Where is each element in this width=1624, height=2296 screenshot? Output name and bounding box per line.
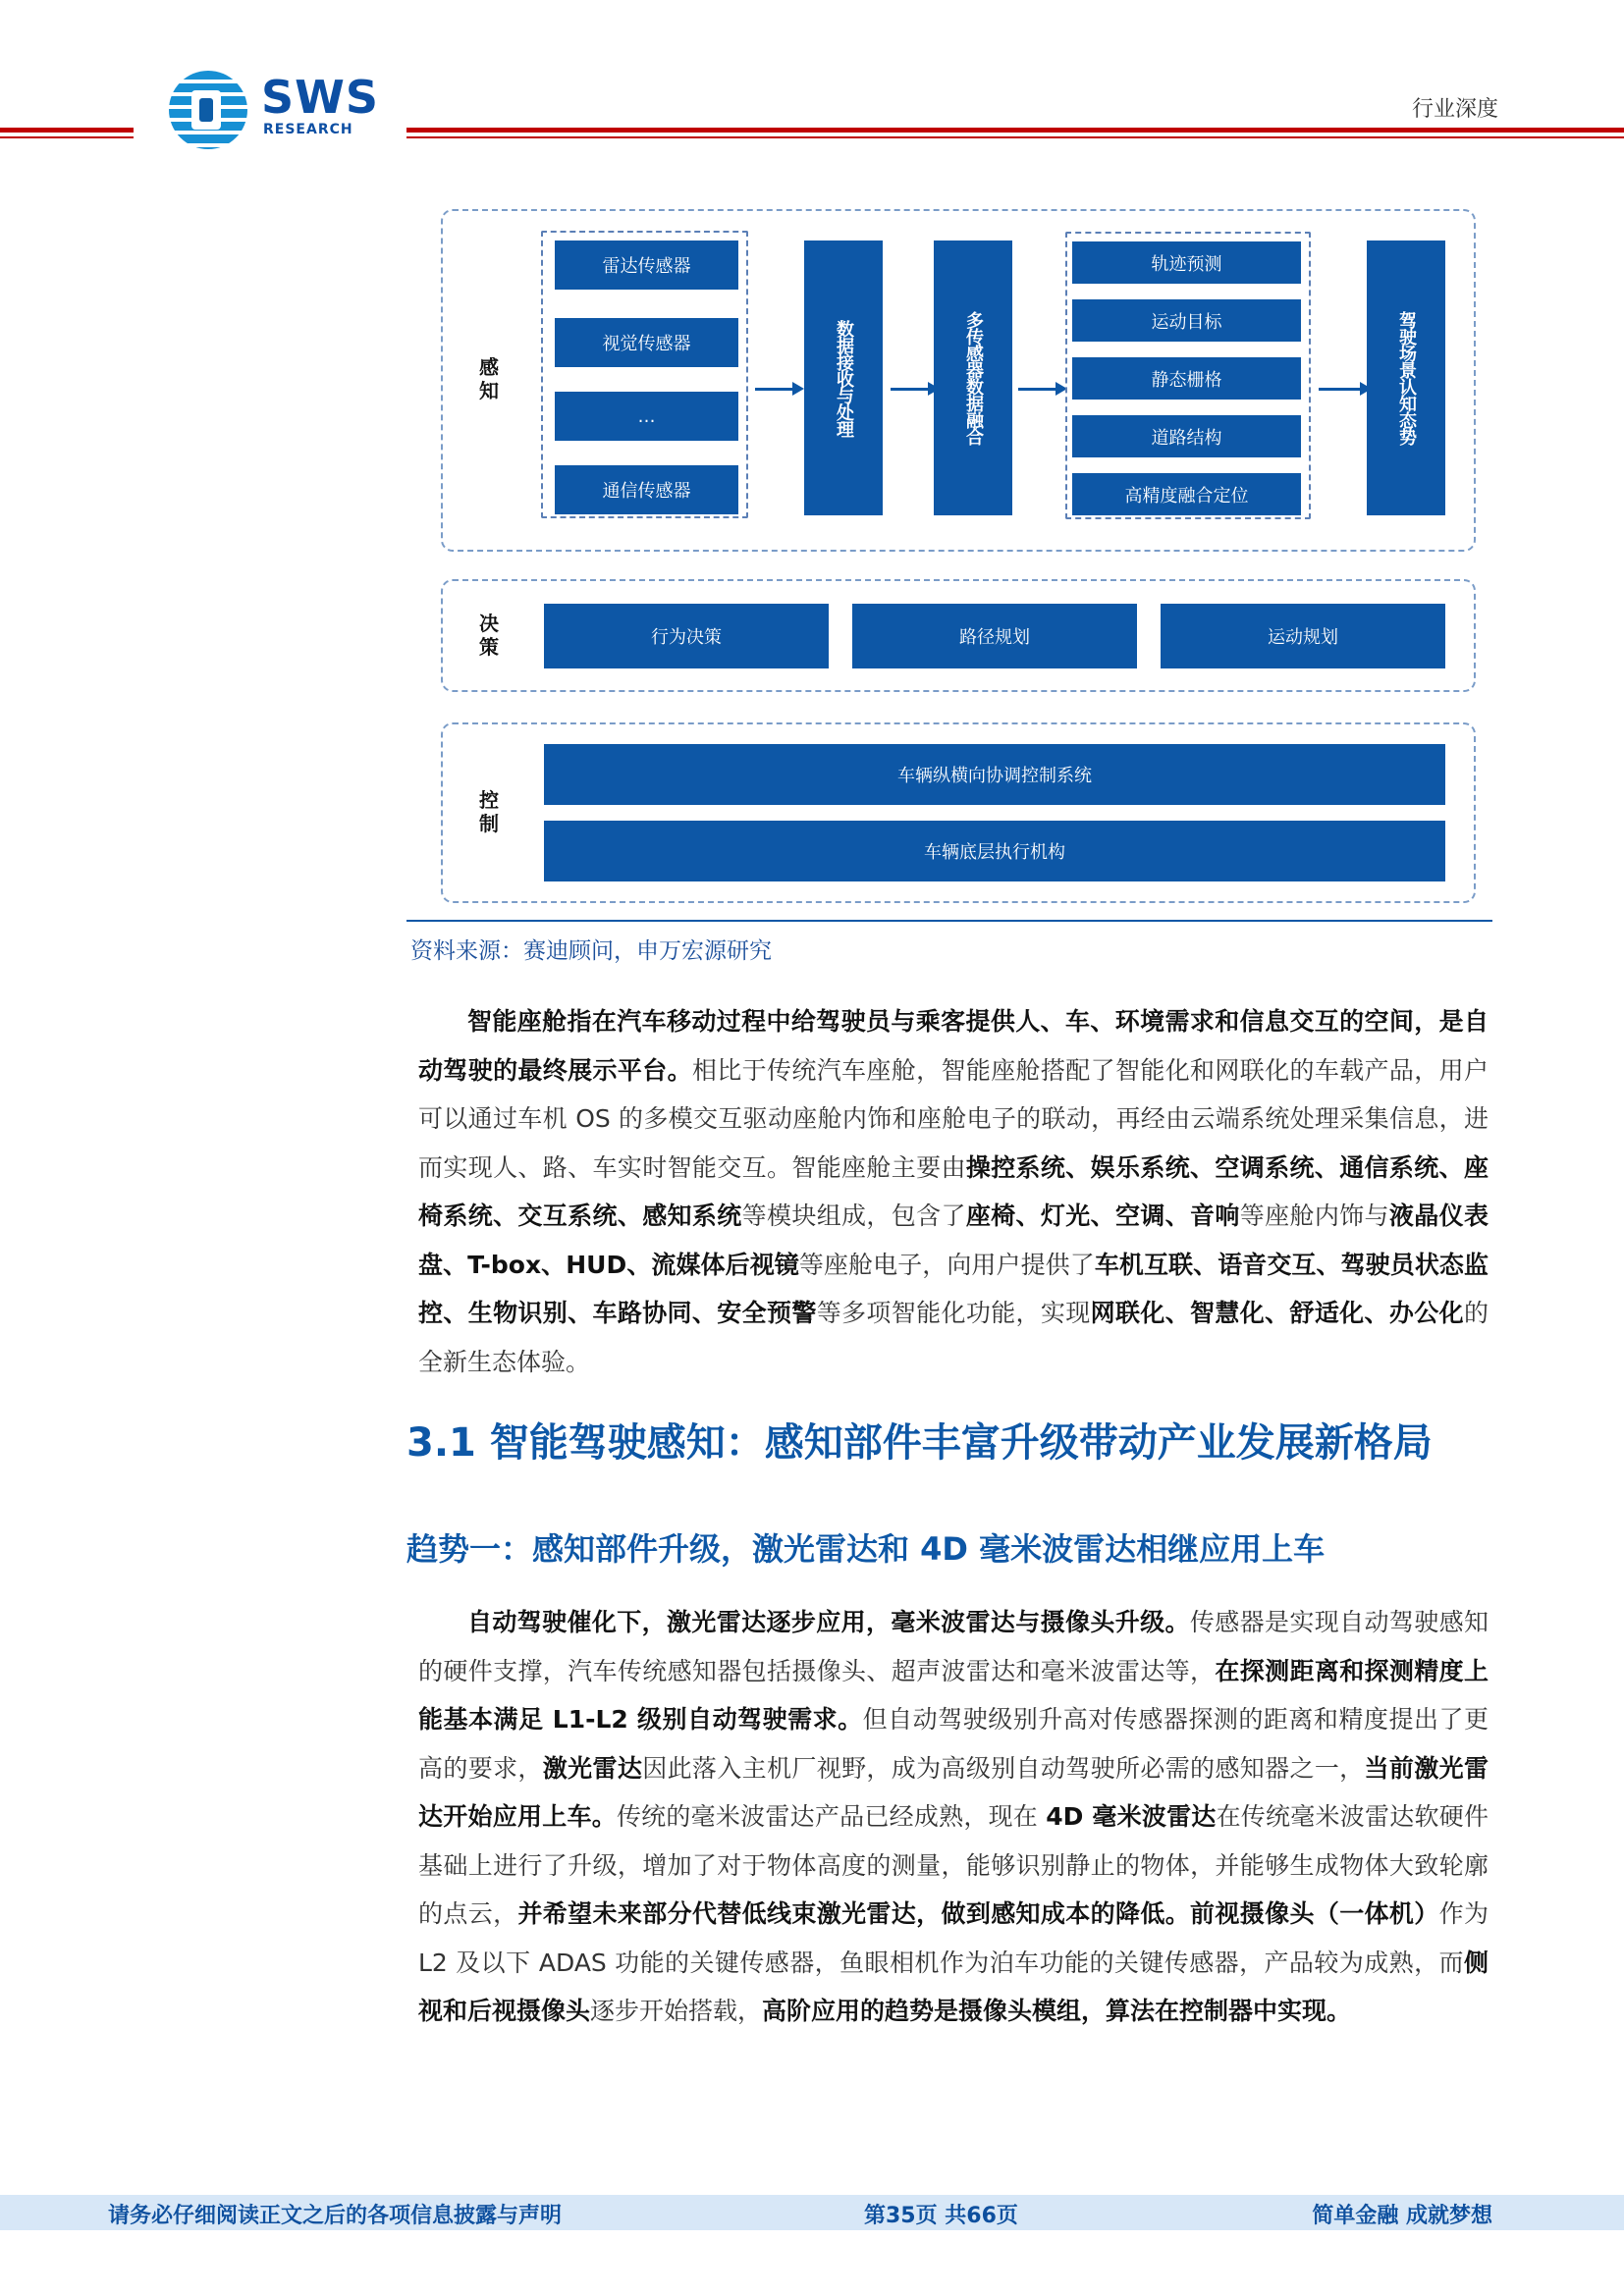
- text-run: 因此落入主机厂视野，成为高级别自动驾驶所必需的感知器之一，: [642, 1753, 1365, 1783]
- vehicle-coordinated-control-box: 车辆纵横向协调控制系统: [544, 744, 1445, 805]
- text-run: 但自动驾驶级别升高对传感器探测的距离和精度提出了更高的要求，: [418, 1705, 1489, 1783]
- decision-label: 决策: [479, 612, 499, 659]
- bold-text-run: 座椅、灯光、空调、音响: [965, 1201, 1240, 1230]
- logo-subtext: RESEARCH: [263, 122, 353, 137]
- text-run: 等座舱内饰与: [1239, 1201, 1389, 1230]
- output-road-structure: 道路结构: [1072, 415, 1301, 457]
- subsection-heading: 趋势一：感知部件升级，激光雷达和 4D 毫米波雷达相继应用上车: [406, 1530, 1326, 1568]
- text-run: 逐步开始搭载，: [590, 1997, 763, 2025]
- bold-text-run: 激光雷达: [542, 1753, 643, 1783]
- output-trajectory: 轨迹预测: [1072, 241, 1301, 284]
- bold-text-run: 并希望未来部分代替低线束激光雷达，做到感知成本的降低。前视摄像头（一体机）: [517, 1899, 1439, 1928]
- text-run: 等座舱电子，向用户提供了: [798, 1250, 1095, 1279]
- arrow-fusion-to-outputs: [1018, 388, 1057, 391]
- vehicle-actuator-box: 车辆底层执行机构: [544, 821, 1445, 881]
- text-run: 的全新生态体验。: [418, 1299, 1489, 1376]
- output-static-grid: 静态栅格: [1072, 357, 1301, 400]
- output-moving-target: 运动目标: [1072, 299, 1301, 342]
- arrow-outputs-to-cognition: [1319, 388, 1362, 391]
- text-run: 等模块组成，包含了: [741, 1201, 966, 1230]
- sensor-ellipsis: …: [555, 392, 738, 441]
- source-rule: [406, 920, 1492, 922]
- bold-text-run: 侧视和后视摄像头: [418, 1948, 1489, 2025]
- text-run: 等多项智能化功能，实现: [816, 1299, 1091, 1327]
- paragraph-smart-cockpit: [418, 997, 1489, 1386]
- figure-source: 资料来源：赛迪顾问，申万宏源研究: [410, 938, 772, 964]
- logo-mark-icon: [169, 71, 247, 149]
- footer-disclaimer: 请务必仔细阅读正文之后的各项信息披露与声明: [108, 2204, 563, 2228]
- bold-text-run: 车机互联、语音交互、驾驶员状态监控、生物识别、车路协同、安全预警: [418, 1250, 1489, 1327]
- sensor-vision: 视觉传感器: [555, 318, 738, 367]
- sensor-radar: 雷达传感器: [555, 240, 738, 290]
- bold-text-run: 4D 毫米波雷达: [1046, 1802, 1217, 1831]
- text-run: 作为 L2 及以下 ADAS 功能的关键传感器，鱼眼相机作为泊车功能的关键传感器，产品较为成熟，而: [418, 1899, 1489, 1977]
- bold-text-run: 自动驾驶催化下，激光雷达逐步应用，毫米波雷达与摄像头升级。: [467, 1608, 1190, 1636]
- bold-text-run: 当前激光雷达开始应用上车。: [418, 1753, 1489, 1831]
- arrow-receive-to-fusion: [891, 388, 930, 391]
- footer-page-number: 第35页 共66页: [864, 2204, 1018, 2228]
- perception-label: 感知: [479, 355, 499, 402]
- data-receive-box: 数据接收与处理: [804, 240, 883, 515]
- path-planning-box: 路径规划: [852, 604, 1137, 668]
- bold-text-run: 在探测距离和探测精度上能基本满足 L1-L2 级别自动驾驶需求。: [418, 1656, 1489, 1734]
- header-rule-right-thin: [406, 136, 1624, 138]
- sensor-fusion-box: 多传感器数据融合: [934, 240, 1012, 515]
- report-category: 行业深度: [1411, 97, 1498, 122]
- sensor-communication: 通信传感器: [555, 465, 738, 514]
- bold-text-run: 智能座舱指在汽车移动过程中给驾驶员与乘客提供人、车、环境需求和信息交互的空间，是自动驾驶的最终展示平台。: [418, 1007, 1489, 1085]
- text-run: 传统的毫米波雷达产品已经成熟，现在: [616, 1802, 1047, 1831]
- bold-text-run: 操控系统、娱乐系统、空调系统、通信系统、座椅系统、交互系统、感知系统: [418, 1152, 1489, 1230]
- bold-text-run: 液晶仪表盘、T-box、HUD、流媒体后视镜: [418, 1201, 1489, 1279]
- scene-cognition-box: 驾驶场景认知态势: [1367, 240, 1445, 515]
- output-hd-localization: 高精度融合定位: [1072, 473, 1301, 515]
- section-heading: 3.1 智能驾驶感知：感知部件丰富升级带动产业发展新格局: [406, 1420, 1433, 1466]
- bold-text-run: 网联化、智慧化、舒适化、办公化: [1090, 1299, 1464, 1327]
- logo-text: SWS: [261, 71, 379, 124]
- text-run: 相比于传统汽车座舱，智能座舱搭配了智能化和网联化的车载产品，用户可以通过车机 OS 的多模交互驱动座舱内饰和座舱电子的联动，再经由云端系统处理采集信息，进而实现人、路、车实时智能交互。智能座舱主要由: [418, 1055, 1489, 1182]
- behavior-decision-box: 行为决策: [544, 604, 829, 668]
- control-label: 控制: [479, 788, 499, 835]
- text-run: 在传统毫米波雷达软硬件基础上进行了升级，增加了对于物体高度的测量，能够识别静止的物体，并能够生成物体大致轮廓的点云，: [418, 1802, 1489, 1928]
- header-rule-left-thin: [0, 136, 134, 138]
- header-rule-left: [0, 128, 134, 133]
- bold-text-run: 高阶应用的趋势是摄像头模组，算法在控制器中实现。: [762, 1997, 1352, 2025]
- page-footer: [0, 2195, 1624, 2230]
- motion-planning-box: 运动规划: [1161, 604, 1445, 668]
- paragraph-perception-trend: [418, 1598, 1489, 2036]
- arrow-sensors-to-receive: [755, 388, 794, 391]
- text-run: 传感器是实现自动驾驶感知的硬件支撑，汽车传统感知器包括摄像头、超声波雷达和毫米波雷达等，: [418, 1608, 1489, 1685]
- header-rule-right: [406, 128, 1624, 133]
- sws-logo: [169, 65, 385, 153]
- footer-slogan: 简单金融 成就梦想: [1312, 2204, 1492, 2228]
